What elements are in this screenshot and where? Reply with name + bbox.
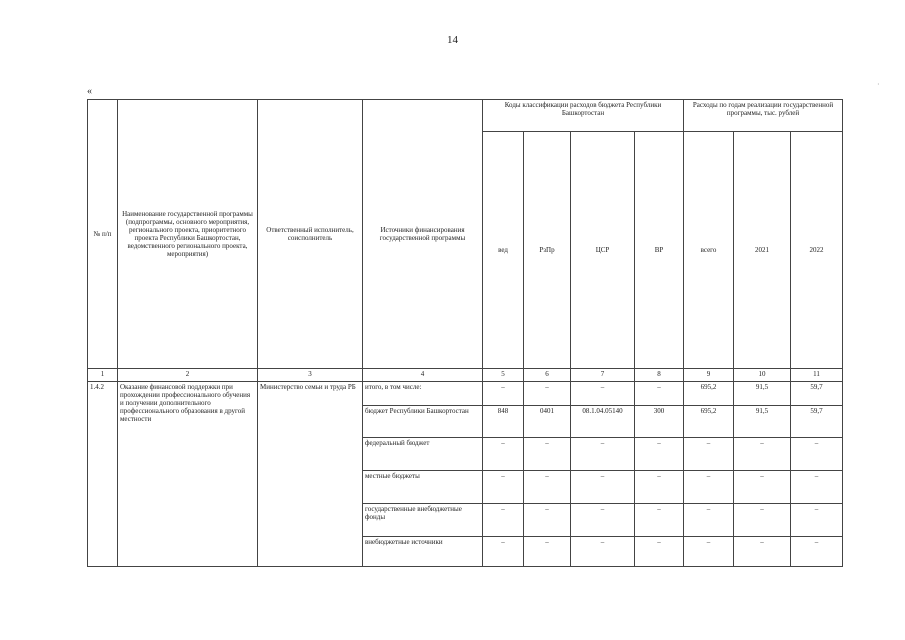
header-sources: Источники финансирования государственной программы	[363, 100, 483, 369]
column-number: 7	[571, 369, 635, 382]
year-2021-cell: –	[734, 504, 791, 537]
ved-cell: –	[483, 471, 524, 504]
corner-mark: ·	[877, 80, 880, 89]
rzpr-cell: 0401	[524, 406, 571, 438]
opening-quote-mark: «	[87, 86, 92, 97]
csr-cell: –	[571, 504, 635, 537]
year-2022-cell: 59,7	[791, 382, 843, 406]
header-2022: 2022	[791, 132, 843, 369]
year-2022-cell: 59,7	[791, 406, 843, 438]
total-cell: –	[684, 438, 734, 471]
header-2021: 2021	[734, 132, 791, 369]
vr-cell: –	[635, 537, 684, 567]
column-number: 1	[88, 369, 118, 382]
source-label: внебюджетные источники	[363, 537, 483, 567]
rzpr-cell: –	[524, 471, 571, 504]
rzpr-cell: –	[524, 504, 571, 537]
ved-cell: –	[483, 537, 524, 567]
year-2022-cell: –	[791, 504, 843, 537]
vr-cell: –	[635, 504, 684, 537]
vr-cell: –	[635, 471, 684, 504]
header-expenses-group: Расходы по годам реализации государственной программы, тыс. рублей	[684, 100, 843, 132]
column-number: 4	[363, 369, 483, 382]
column-number: 9	[684, 369, 734, 382]
total-cell: –	[684, 471, 734, 504]
column-number: 6	[524, 369, 571, 382]
rzpr-cell: –	[524, 382, 571, 406]
item-executor: Министерство семьи и труда РБ	[258, 382, 363, 567]
source-label: бюджет Республики Башкортостан	[363, 406, 483, 438]
item-number: 1.4.2	[88, 382, 118, 567]
ved-cell: –	[483, 438, 524, 471]
header-vr: ВР	[635, 132, 684, 369]
header-executor: Ответственный исполнитель, соисполнитель	[258, 100, 363, 369]
table-row	[88, 382, 843, 406]
total-cell: –	[684, 537, 734, 567]
csr-cell: –	[571, 382, 635, 406]
csr-cell: 08.1.04.05140	[571, 406, 635, 438]
item-name: Оказание финансовой поддержки при прохождении профессионального обучения и получении дополнительного профессионального образования в другой местности	[118, 382, 258, 567]
header-csr: ЦСР	[571, 132, 635, 369]
vr-cell: 300	[635, 406, 684, 438]
vr-cell: –	[635, 438, 684, 471]
budget-table	[87, 99, 843, 567]
header-total: всего	[684, 132, 734, 369]
ved-cell: –	[483, 504, 524, 537]
csr-cell: –	[571, 537, 635, 567]
ved-cell: –	[483, 382, 524, 406]
column-number: 8	[635, 369, 684, 382]
year-2021-cell: –	[734, 537, 791, 567]
column-number: 11	[791, 369, 843, 382]
header-codes-group: Коды классификации расходов бюджета Республики Башкортостан	[483, 100, 684, 132]
source-label: местные бюджеты	[363, 471, 483, 504]
year-2021-cell: 91,5	[734, 406, 791, 438]
year-2021-cell: –	[734, 471, 791, 504]
total-cell: 695,2	[684, 406, 734, 438]
ved-cell: 848	[483, 406, 524, 438]
rzpr-cell: –	[524, 438, 571, 471]
total-cell: –	[684, 504, 734, 537]
year-2022-cell: –	[791, 438, 843, 471]
header-rzpr: РзПр	[524, 132, 571, 369]
year-2021-cell: –	[734, 438, 791, 471]
source-label: итого, в том числе:	[363, 382, 483, 406]
column-number: 3	[258, 369, 363, 382]
vr-cell: –	[635, 382, 684, 406]
header-number: № п/п	[88, 100, 118, 369]
column-number: 2	[118, 369, 258, 382]
column-number-row	[88, 369, 843, 382]
rzpr-cell: –	[524, 537, 571, 567]
year-2022-cell: –	[791, 537, 843, 567]
column-number: 5	[483, 369, 524, 382]
page-number: 14	[447, 34, 458, 46]
column-number: 10	[734, 369, 791, 382]
year-2021-cell: 91,5	[734, 382, 791, 406]
header-name: Наименование государственной программы (подпрограммы, основного мероприятия, регионального проекта, приоритетного проекта Республики Башкортостан, ведомственного регионального проекта, мероприятия)	[118, 100, 258, 369]
total-cell: 695,2	[684, 382, 734, 406]
source-label: федеральный бюджет	[363, 438, 483, 471]
source-label: государственные внебюджетные фонды	[363, 504, 483, 537]
header-ved: вед	[483, 132, 524, 369]
csr-cell: –	[571, 438, 635, 471]
year-2022-cell: –	[791, 471, 843, 504]
csr-cell: –	[571, 471, 635, 504]
